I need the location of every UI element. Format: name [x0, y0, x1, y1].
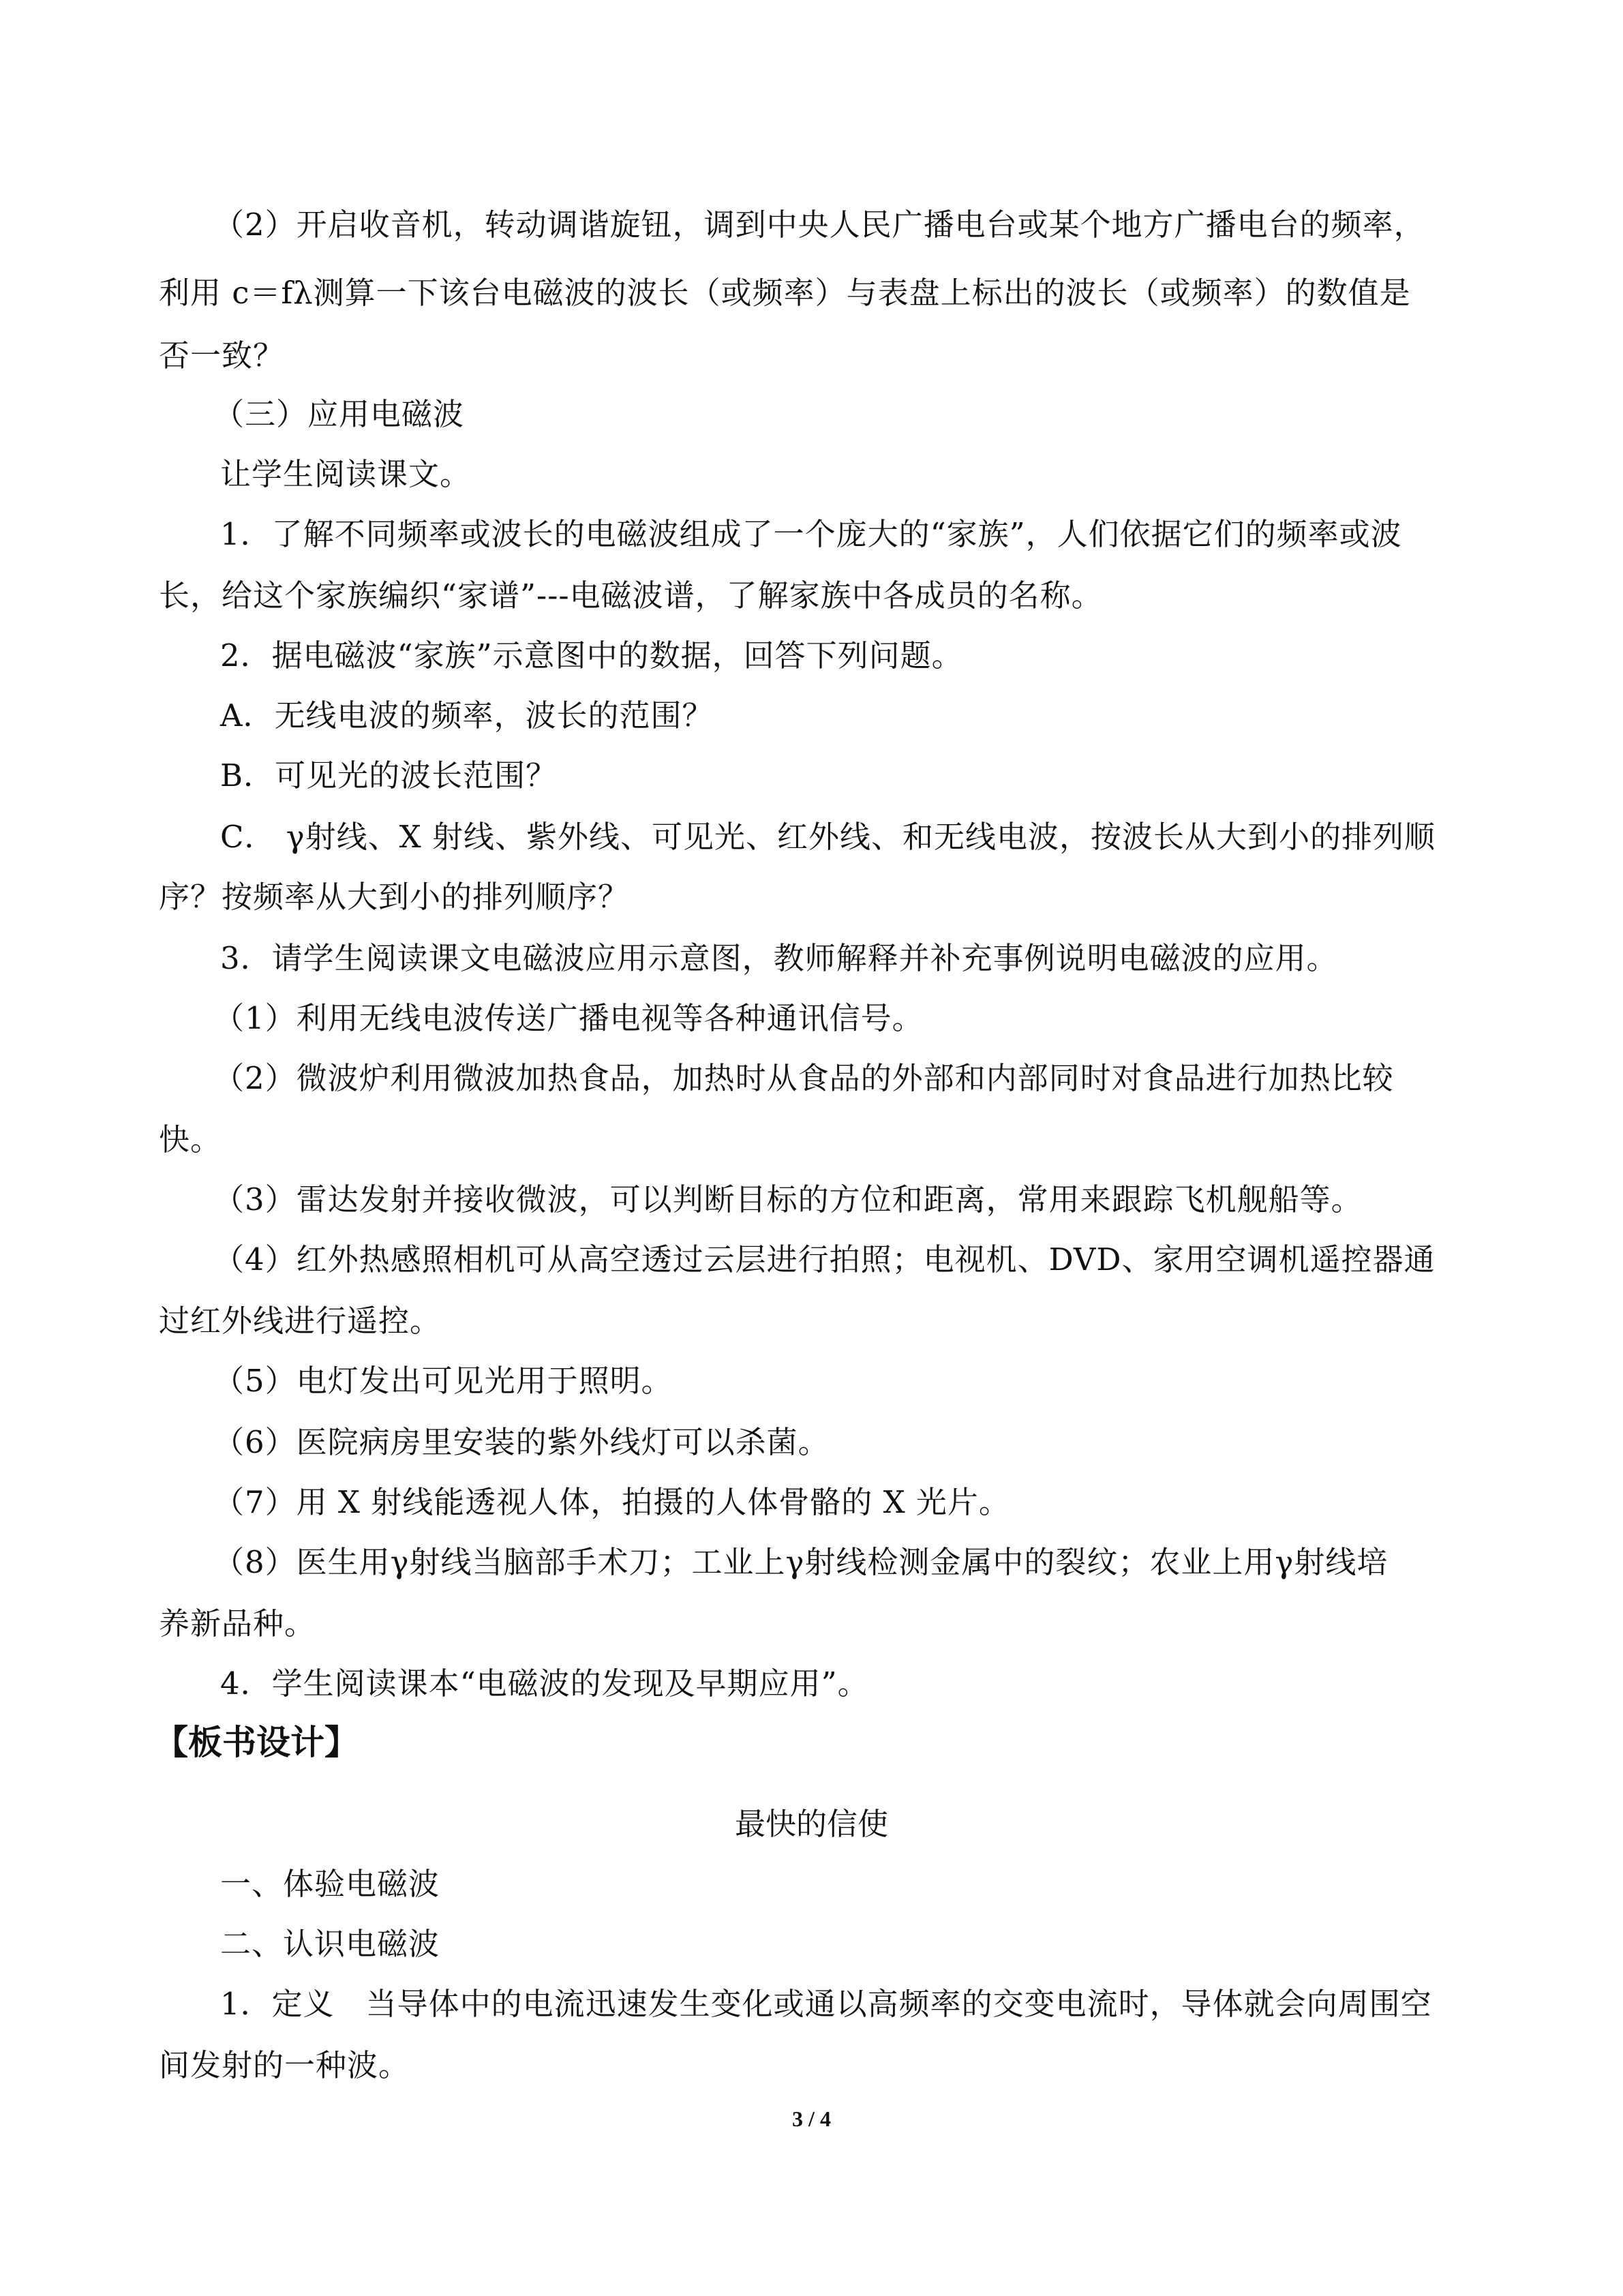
paragraph-line: 否一致？: [159, 337, 285, 374]
section-heading: 【板书设计】: [154, 1723, 359, 1762]
paragraph-line: 1．了解不同频率或波长的电磁波组成了一个庞大的“家族”，人们依据它们的频率或波: [220, 516, 1402, 552]
subsection-title: （三）应用电磁波: [213, 396, 465, 432]
board-line: 间发射的一种波。: [159, 2047, 410, 2083]
board-title: 最快的信使: [734, 1806, 888, 1842]
paragraph-line: 序？按频率从大到小的排列顺序？: [159, 879, 630, 915]
paragraph-line: B．可见光的波长范围？: [220, 757, 558, 794]
paragraph-line: 2．据电磁波“家族”示意图中的数据，回答下列问题。: [220, 637, 963, 674]
board-line: 一、体验电磁波: [220, 1866, 440, 1902]
board-line: 二、认识电磁波: [220, 1926, 440, 1962]
paragraph-line: 3．请学生阅读课文电磁波应用示意图，教师解释并补充事例说明电磁波的应用。: [220, 940, 1338, 976]
paragraph-line: （3）雷达发射并接收微波，可以判断目标的方位和距离，常用来跟踪飞机舰船等。: [213, 1181, 1363, 1218]
page-number: 3 / 4: [792, 2106, 831, 2131]
paragraph-line: （7）用 X 射线能透视人体，拍摄的人体骨骼的 X 光片。: [213, 1484, 1010, 1520]
paragraph-line: 养新品种。: [159, 1605, 316, 1642]
paragraph-line: （8）医生用γ射线当脑部手术刀；工业上γ射线检测金属中的裂纹；农业上用γ射线培: [213, 1544, 1389, 1580]
paragraph-line: 快。: [159, 1121, 222, 1158]
paragraph-line: （2）开启收音机，转动调谐旋钮，调到中央人民广播电台或某个地方广播电台的频率，: [213, 207, 1425, 243]
paragraph-line: 过红外线进行遥控。: [159, 1303, 442, 1339]
paragraph-line: 4．学生阅读课本“电磁波的发现及早期应用”。: [220, 1665, 869, 1702]
paragraph-line: （2）微波炉利用微波加热食品，加热时从食品的外部和内部同时对食品进行加热比较: [213, 1060, 1394, 1096]
paragraph-line: 让学生阅读课文。: [220, 456, 472, 492]
paragraph-line: A．无线电波的频率，波长的范围？: [220, 697, 714, 734]
paragraph-line: C． γ射线、X 射线、紫外线、可见光、红外线、和无线电波，按波长从大到小的排列顺: [220, 819, 1436, 855]
paragraph-line: （1）利用无线电波传送广播电视等各种通讯信号。: [213, 1000, 924, 1036]
board-line: 1．定义 当导体中的电流迅速发生变化或通以高频率的交变电流时，导体就会向周围空: [220, 1986, 1432, 2022]
paragraph-line: （4）红外热感照相机可从高空透过云层进行拍照；电视机、DVD、家用空调机遥控器通: [213, 1241, 1436, 1278]
paragraph-line: （5）电灯发出可见光用于照明。: [213, 1363, 673, 1399]
paragraph-line: 利用 c＝fλ测算一下该台电磁波的波长（或频率）与表盘上标出的波长（或频率）的数值是: [159, 275, 1411, 311]
paragraph-line: 长，给这个家族编织“家谱”---电磁波谱，了解家族中各成员的名称。: [159, 577, 1103, 614]
paragraph-line: （6）医院病房里安装的紫外线灯可以杀菌。: [213, 1424, 830, 1460]
